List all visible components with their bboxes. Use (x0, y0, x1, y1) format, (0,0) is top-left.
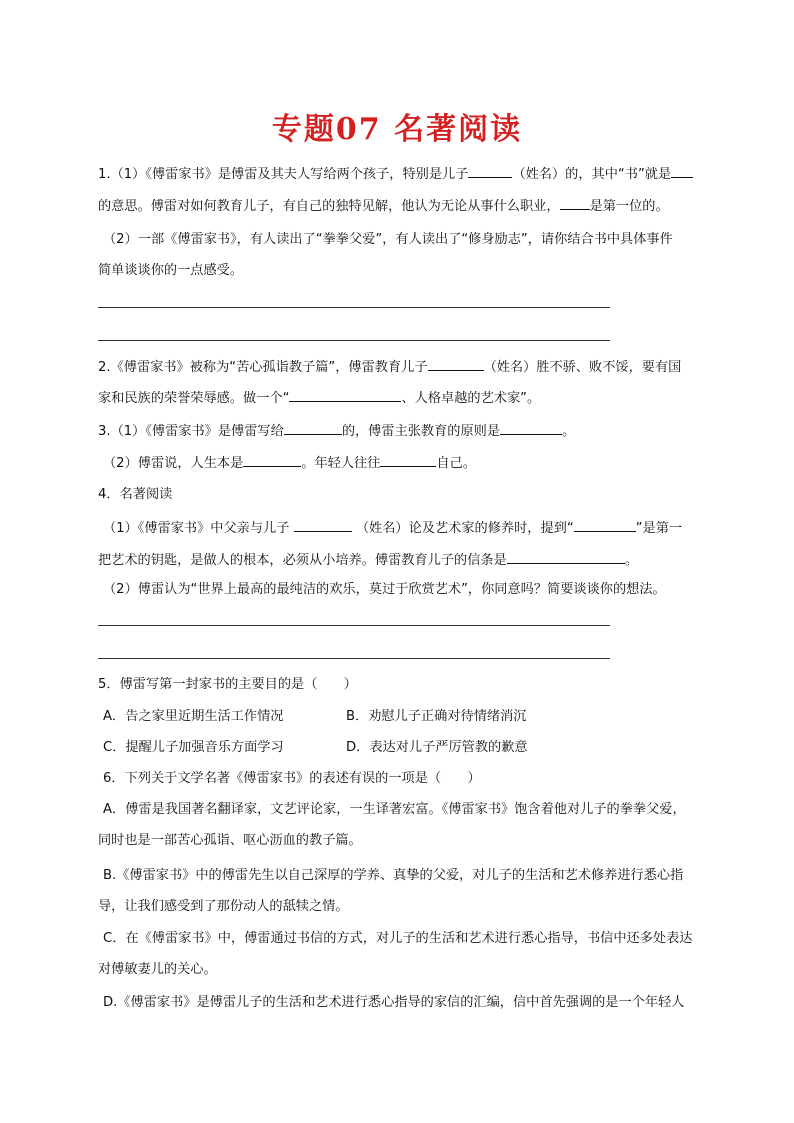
q6-option-c-line-2[interactable]: 对傅敏妻儿的关心。 (98, 962, 217, 977)
q1-text-b: （姓名）的，其中“书”就是 (512, 167, 672, 182)
q4-heading: 4．名著阅读 (98, 487, 173, 502)
q2-text-d: 、人格卓越的艺术家”。 (401, 391, 541, 406)
q2-text-b: （姓名）胜不骄、败不馁，要有国 (483, 360, 682, 375)
q1-text-c: 的意思。傅雷对如何教育儿子，有自己的独特见解，他认为无论从事什么职业， (98, 199, 560, 214)
q3-blank-principle[interactable] (500, 420, 562, 435)
q1-blank-name[interactable] (468, 163, 512, 178)
q1-line-1 (98, 163, 693, 185)
q1-text-d: 是第一位的。 (589, 199, 669, 214)
q4-blank-name[interactable] (294, 517, 352, 532)
q3-line-2 (103, 452, 476, 474)
q6-option-a-line-1[interactable]: A．傅雷是我国著名翻译家，文艺评论家，一生译著宏富。《傅雷家书》饱含着他对儿子的拳拳父爱， (103, 802, 686, 817)
q3-text-a: 3.（1）《傅雷家书》是傅雷写给 (98, 424, 284, 439)
q6-option-b-line-1[interactable]: B.《傅雷家书》中的傅雷先生以自己深厚的学养、真挚的父爱，对儿子的生活和艺术修养进行悉心指 (103, 868, 684, 883)
q2-blank-name[interactable] (428, 356, 484, 371)
q4-answer-line-2[interactable] (98, 658, 610, 659)
q1-answer-line-2[interactable] (98, 340, 610, 341)
q6-option-a-line-2[interactable]: 同时也是一部苦心孤诣、呕心沥血的教子篇。 (98, 833, 362, 848)
q2-text-c: 家和民族的荣誉荣辱感。做一个“ (98, 391, 290, 406)
q5-option-b[interactable]: B．劝慰儿子正确对待情绪消沉 (346, 709, 527, 724)
q3-text-d: （2）傅雷说，人生本是 (103, 456, 244, 471)
q4-line-3: （2）傅雷认为“世界上最高的最纯洁的欢乐，莫过于欣赏艺术”，你同意吗？简要谈谈你的想法。 (103, 582, 666, 597)
q5-stem: 5．傅雷写第一封家书的主要目的是（ ） (98, 677, 357, 692)
q2-blank-artist[interactable] (289, 387, 401, 402)
q5-option-a[interactable]: A．告之家里近期生活工作情况 (103, 709, 284, 724)
q4-line-2 (98, 549, 638, 571)
q6-option-c-line-1[interactable]: C．在《傅雷家书》中，傅雷通过书信的方式，对儿子的生活和艺术进行悉心指导，书信中还多处表达 (103, 931, 693, 946)
q5-option-d[interactable]: D．表达对儿子严厉管教的歉意 (346, 740, 528, 755)
q1-answer-line-1[interactable] (98, 307, 610, 308)
q3-blank-life[interactable] (243, 452, 301, 467)
q3-text-c: 。 (562, 424, 576, 439)
q4-text-a: （1）《傅雷家书》中父亲与儿子 (103, 521, 290, 536)
q2-line-2 (98, 387, 540, 409)
q3-blank-youth[interactable] (380, 452, 436, 467)
q2-text-a: 2.《傅雷家书》被称为“苦心孤诣教子篇”，傅雷教育儿子 (98, 360, 428, 375)
q4-blank-creed[interactable] (507, 549, 625, 564)
page-title: 专题07 名著阅读 (271, 112, 523, 147)
q6-option-b-line-2[interactable]: 导，让我们感受到了那份动人的舐犊之情。 (98, 899, 349, 914)
q3-text-b: 的，傅雷主张教育的原则是 (341, 424, 501, 439)
q4-text-e: 。 (624, 553, 638, 568)
q1-text-a: 1.（1）《傅雷家书》是傅雷及其夫人写给两个孩子，特别是儿子 (98, 167, 469, 182)
q6-option-d-line-1[interactable]: D.《傅雷家书》是傅雷儿子的生活和艺术进行悉心指导的家信的汇编，信中首先强调的是一个年轻人 (103, 995, 685, 1010)
q1-blank-meaning[interactable] (671, 163, 693, 178)
q1-line-3: （2）一部《傅雷家书》，有人读出了“拳拳父爱”，有人读出了“修身励志”，请你结合书中具体事件 (103, 232, 673, 247)
q2-line-1 (98, 356, 681, 378)
q4-text-d: 把艺术的钥匙，是做人的根本，必须从小培养。傅雷教育儿子的信条是 (98, 553, 507, 568)
q1-blank-first[interactable] (560, 195, 590, 210)
q1-line-4: 简单谈谈你的一点感受。 (98, 263, 244, 278)
q4-answer-line-1[interactable] (98, 625, 610, 626)
q3-blank-recipient[interactable] (284, 420, 342, 435)
q4-text-b: （姓名）论及艺术家的修养时，提到“ (355, 521, 574, 536)
q3-text-e: 。年轻人往往 (301, 456, 381, 471)
q4-blank-key[interactable] (574, 517, 636, 532)
q6-stem: 6．下列关于文学名著《傅雷家书》的表述有误的一项是（ ） (103, 771, 481, 786)
q1-line-2 (98, 195, 669, 217)
q4-text-c: ”是第一 (635, 521, 683, 536)
q4-line-1 (103, 517, 682, 539)
q5-option-c[interactable]: C．提醒儿子加强音乐方面学习 (103, 740, 284, 755)
q3-line-1 (98, 420, 575, 442)
q3-text-f: 自己。 (436, 456, 476, 471)
